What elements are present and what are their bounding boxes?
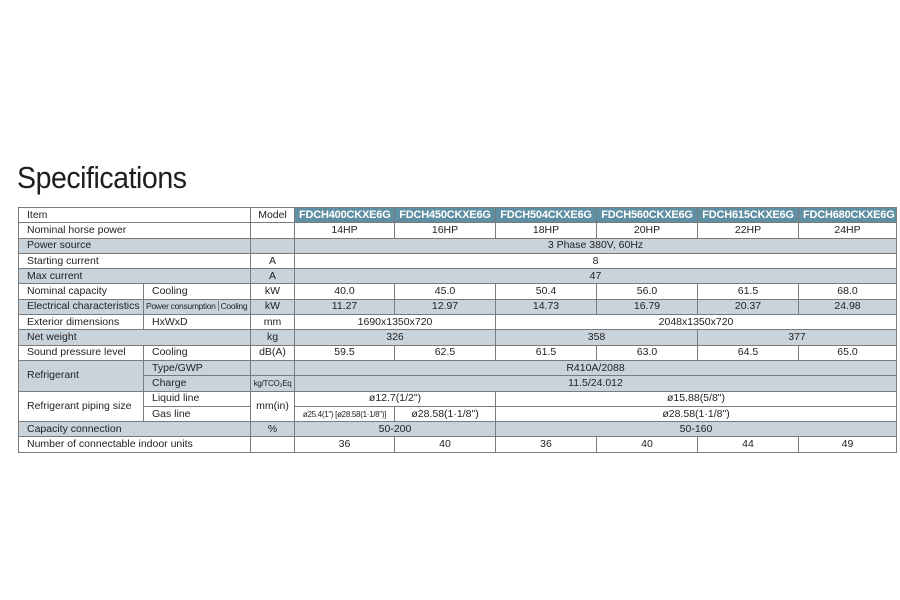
row-starting-current: [19, 253, 897, 268]
value-cell: 45.0: [395, 284, 496, 299]
model-name: FDCH560CKXE6G: [597, 208, 698, 223]
row-sublabel: Charge: [144, 376, 251, 391]
row-label: Exterior dimensions: [19, 315, 144, 330]
row-label: Electrical characteristics: [19, 299, 144, 314]
value-cell: 50-200: [295, 422, 496, 437]
value-cell: 56.0: [597, 284, 698, 299]
row-label: Power source: [19, 238, 251, 253]
value-cell: R410A/2088: [295, 360, 897, 375]
unit-cell: mm: [251, 315, 295, 330]
value-cell: ø28.58(1·1/8"): [496, 406, 897, 421]
value-cell: 22HP: [698, 223, 799, 238]
model-name: FDCH615CKXE6G: [698, 208, 799, 223]
model-name: FDCH680CKXE6G: [799, 208, 897, 223]
power-consumption-label: Power consumption: [146, 301, 216, 312]
cooling-label: Cooling: [218, 301, 248, 311]
row-exterior-dimensions: [19, 315, 897, 330]
value-cell: 65.0: [799, 345, 897, 360]
row-label: Number of connectable indoor units: [19, 437, 251, 452]
unit-cell: kW: [251, 299, 295, 314]
row-label: Sound pressure level: [19, 345, 144, 360]
model-name: FDCH504CKXE6G: [496, 208, 597, 223]
row-max-current: [19, 269, 897, 284]
row-sublabel: Gas line: [144, 406, 251, 421]
value-cell: 377: [698, 330, 897, 345]
item-header: Item: [19, 208, 251, 223]
value-cell: 11.5/24.012: [295, 376, 897, 391]
value-cell: 44: [698, 437, 799, 452]
row-net-weight: [19, 330, 897, 345]
value-cell: 64.5: [698, 345, 799, 360]
row-label: Refrigerant piping size: [19, 391, 144, 422]
row-electrical-characteristics: [19, 299, 897, 314]
value-cell: 18HP: [496, 223, 597, 238]
unit-cell: [251, 223, 295, 238]
row-sublabel: HxWxD: [144, 315, 251, 330]
unit-cell: mm(in): [251, 391, 295, 422]
value-cell: 16HP: [395, 223, 496, 238]
value-cell: 20HP: [597, 223, 698, 238]
unit-cell: kW: [251, 284, 295, 299]
row-label: Starting current: [19, 253, 251, 268]
row-refrigerant-charge: [19, 376, 897, 391]
row-nominal-horse-power: [19, 223, 897, 238]
value-cell: 3 Phase 380V, 60Hz: [295, 238, 897, 253]
row-label: Max current: [19, 269, 251, 284]
value-cell: 40: [395, 437, 496, 452]
row-label: Refrigerant: [19, 360, 144, 391]
row-label: Nominal horse power: [19, 223, 251, 238]
value-cell: 16.79: [597, 299, 698, 314]
unit-cell: kg/TCO₂Eq: [251, 376, 295, 391]
value-cell: 1690x1350x720: [295, 315, 496, 330]
row-connectable-indoor-units: [19, 437, 897, 452]
unit-cell: A: [251, 269, 295, 284]
value-cell: 11.27: [295, 299, 395, 314]
model-header: Model: [251, 208, 295, 223]
value-cell: 358: [496, 330, 698, 345]
value-cell: 40: [597, 437, 698, 452]
row-label: Nominal capacity: [19, 284, 144, 299]
header-row: [19, 208, 897, 223]
row-refrigerant-type: [19, 360, 897, 375]
value-cell: 36: [295, 437, 395, 452]
value-cell: 12.97: [395, 299, 496, 314]
row-piping-liquid: [19, 391, 897, 406]
row-piping-gas: [19, 406, 897, 421]
row-label: Capacity connection: [19, 422, 251, 437]
value-cell: 14HP: [295, 223, 395, 238]
value-cell: 24HP: [799, 223, 897, 238]
row-label: Net weight: [19, 330, 251, 345]
value-cell: 24.98: [799, 299, 897, 314]
value-cell: 62.5: [395, 345, 496, 360]
value-cell: 14.73: [496, 299, 597, 314]
value-cell: ø28.58(1·1/8"): [395, 406, 496, 421]
value-cell: 49: [799, 437, 897, 452]
value-cell: 61.5: [698, 284, 799, 299]
row-sublabel: Type/GWP: [144, 360, 251, 375]
unit-cell: %: [251, 422, 295, 437]
unit-cell: [251, 437, 295, 452]
specifications-table: [18, 207, 897, 453]
unit-cell: [251, 238, 295, 253]
row-sound-pressure-level: [19, 345, 897, 360]
value-cell: 326: [295, 330, 496, 345]
unit-cell: dB(A): [251, 345, 295, 360]
value-cell: 47: [295, 269, 897, 284]
value-cell: 2048x1350x720: [496, 315, 897, 330]
unit-cell: [251, 360, 295, 375]
unit-cell: A: [251, 253, 295, 268]
value-cell: 59.5: [295, 345, 395, 360]
value-cell: 20.37: [698, 299, 799, 314]
value-cell: 8: [295, 253, 897, 268]
row-sublabel: Liquid line: [144, 391, 251, 406]
value-cell: 50.4: [496, 284, 597, 299]
value-cell: ø12.7(1/2"): [295, 391, 496, 406]
value-cell: ø25.4(1") [ø28.58(1·1/8")]: [295, 406, 395, 421]
value-cell: ø15.88(5/8"): [496, 391, 897, 406]
row-capacity-connection: [19, 422, 897, 437]
row-sublabel: [144, 299, 251, 314]
value-cell: 40.0: [295, 284, 395, 299]
value-cell: 50-160: [496, 422, 897, 437]
model-name: FDCH400CKXE6G: [295, 208, 395, 223]
row-sublabel: Cooling: [144, 345, 251, 360]
unit-cell: kg: [251, 330, 295, 345]
row-power-source: [19, 238, 897, 253]
row-sublabel: Cooling: [144, 284, 251, 299]
value-cell: 61.5: [496, 345, 597, 360]
row-nominal-capacity: [19, 284, 897, 299]
value-cell: 63.0: [597, 345, 698, 360]
value-cell: 36: [496, 437, 597, 452]
page-title: Specifications: [17, 160, 187, 195]
model-name: FDCH450CKXE6G: [395, 208, 496, 223]
value-cell: 68.0: [799, 284, 897, 299]
